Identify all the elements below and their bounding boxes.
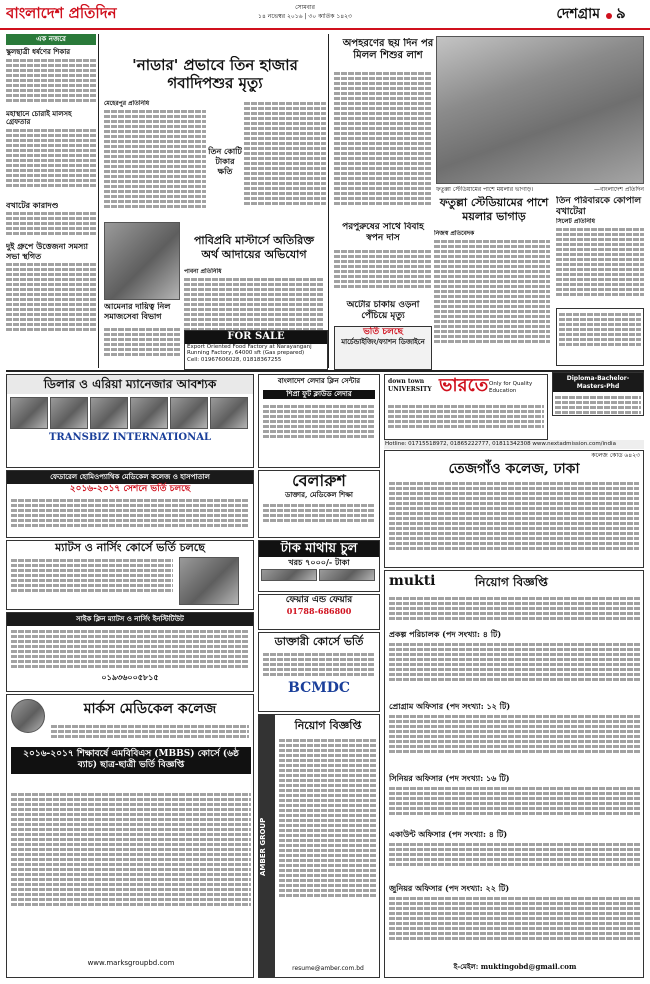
fatulla-body — [434, 238, 550, 358]
nadar-body-col2 — [244, 100, 326, 218]
matts-ad — [6, 540, 254, 610]
pabiprabi-headline: পাবিপ্রবি মাস্টার্সে অতিরিক্ত অর্থ আদায়ের অভিযোগ — [193, 234, 315, 261]
for-sale-line: Running Factory, 64000 sft (Gas prepared) — [187, 350, 305, 357]
job-title: জুনিয়র অফিসার (পদ সংখ্যা: ২২ টি) — [389, 883, 510, 893]
after-photo — [319, 569, 375, 581]
diploma-ad — [552, 372, 644, 416]
bharat-title: ভারতে — [439, 375, 489, 396]
for-sale-line: Cell: 01967606028, 01818367255 — [187, 357, 282, 364]
railway-headline: পরপুরুষের সাথে বিবাহ স্বপন দাস — [342, 222, 424, 244]
story-body — [6, 57, 96, 107]
product-image — [130, 397, 168, 429]
story-headline: মহাস্থানে চোরাই মালসহ গ্রেফতার — [6, 108, 72, 127]
fair-title: ফেয়ার এন্ড ফেয়ার — [285, 595, 353, 605]
story-headline: স্কুলছাত্রী ধর্ষণের শিকার — [6, 46, 71, 56]
nadar-headline: 'নাডার' প্রভাবে তিন হাজার গবাদিপশুর মৃত্যু — [132, 56, 298, 92]
page-number: ৯ — [616, 4, 626, 22]
diploma-title: Diploma-Bachelor-Masters-Phd — [553, 373, 643, 392]
fashion-admission-ad — [334, 326, 432, 370]
doctor-course-title: ডাক্তারী কোর্সে ভর্তি — [274, 635, 364, 648]
story-body — [6, 127, 96, 197]
mukti-title: নিয়োগ বিজ্ঞপ্তি — [475, 575, 548, 589]
amber-email[interactable]: resume@amber.com.bd — [292, 965, 364, 972]
amena-body — [104, 326, 180, 368]
pabiprabi-byline: পাবনা প্রতিনিধি — [184, 268, 222, 275]
story-headline: বখাটের কারাদণ্ড — [6, 200, 59, 210]
hair-title: টাক মাথায় চুল — [259, 541, 379, 557]
college-code: কলেজ কোড ৬৪২৩ — [591, 452, 640, 459]
marks-sub: ২০১৬-২০১৭ শিক্ষাবর্ষে এমবিবিএস (MBBS) কোর্সে (৬ষ্ঠ ব্যাচ) ছাত্র-ছাত্রী ভর্তি বিজ্ঞপ্তি — [11, 747, 251, 774]
fair-phone: 01788-686800 — [286, 606, 352, 617]
marks-website[interactable]: www.marksgroupbd.com — [87, 959, 175, 967]
fair-ad — [258, 594, 380, 630]
leather-title: বাংলাদেশ লেদার ক্লিন সেন্টার — [277, 376, 361, 385]
marks-medical-ad — [6, 694, 254, 978]
column-divider — [328, 34, 329, 368]
ek-nojore-column — [6, 34, 96, 368]
simt-title: সাইক ক্লিন ম্যাটস ও নার্সিং ইনস্টিটিউট — [7, 613, 253, 626]
column-divider — [98, 34, 99, 368]
job-title: সিনিয়র অফিসার (পদ সংখ্যা: ১৬ টি) — [389, 773, 510, 783]
mukti-job-ad — [384, 570, 644, 978]
issue-day: সোমবার — [295, 4, 315, 11]
leather-ad — [258, 374, 380, 468]
story-body — [6, 210, 96, 238]
railway-body — [334, 248, 432, 298]
ads-top-rule — [6, 370, 644, 372]
dealer-ad-title: ডিলার ও এরিয়া ম্যানেজার আবশ্যক — [7, 375, 253, 394]
simt-ad — [6, 612, 254, 692]
photo-credit: —বাংলাদেশ প্রতিদিন — [593, 186, 644, 193]
balerush-ad — [258, 470, 380, 538]
fatulla-byline: নিজস্ব প্রতিবেদক — [434, 230, 475, 237]
nadar-byline: মেহেরপুর প্রতিনিধি — [104, 100, 150, 107]
for-sale-line: Export Oriented Food Factory at Narayanganj — [187, 343, 312, 350]
marks-logo — [11, 699, 45, 733]
transbiz-logo: TRANSBIZ INTERNATIONAL — [48, 432, 212, 443]
balerush-title: বেলারুশ — [292, 471, 346, 490]
for-sale-title: FOR SALE — [185, 331, 327, 344]
amber-brand: AMBER GROUP — [259, 715, 275, 978]
fashion-ad-title: মার্চেন্ডাইজিং/ফ্যাশন ডিজাইনে — [341, 337, 425, 347]
job-title: একাউন্ট অফিসার (পদ সংখ্যা: ৪ টি) — [389, 829, 508, 839]
job-title: প্রকল্প পরিচালক (পদ সংখ্যা: ৪ টি) — [389, 629, 502, 639]
nadar-pull-quote: তিন কোটি টাকার ক্ষতি — [208, 146, 242, 176]
khagrachari-byline: সিলেট প্রতিনিধি — [556, 218, 595, 225]
khagrachari-body — [556, 226, 644, 308]
for-sale-ad — [184, 330, 328, 370]
bharat-sub: Only for Quality Education — [489, 381, 533, 394]
product-image — [50, 397, 88, 429]
balerush-sub: ডাক্তার, মেডিকেল শিক্ষা — [285, 490, 353, 499]
matts-title: ম্যাটস ও নার্সিং কোর্সে ভর্তি চলছে — [55, 541, 205, 554]
mukti-email: ই-মেইল: muktingobd@gmail.com — [453, 963, 577, 971]
fashion-ad-sub: ভর্তি চলছে — [363, 327, 403, 337]
before-photo — [261, 569, 317, 581]
nadar-body-col1 — [104, 108, 206, 218]
section-title: দেশগ্রাম — [556, 6, 600, 22]
homeopathy-ad — [6, 470, 254, 538]
small-ad-box — [556, 308, 644, 366]
tejgaon-ad — [384, 450, 644, 568]
doctor-photo — [179, 557, 239, 605]
product-image — [90, 397, 128, 429]
doctor-course-ad — [258, 632, 380, 712]
tejgaon-title: তেজগাঁও কলেজ, ঢাকা — [448, 460, 580, 477]
mukti-logo: mukti — [389, 573, 436, 589]
product-image — [170, 397, 208, 429]
photo-caption: ফতুল্লা স্টেডিয়ামের পাশে ময়লার ভাগাড়। — [436, 186, 534, 193]
leather-sub: শিপ্রা ফুট ক্লাউড লেদার — [263, 390, 375, 399]
fatulla-headline: ফতুল্লা স্টেডিয়ামের পাশে ময়লার ভাগাড় — [439, 196, 549, 223]
dealer-ad — [6, 374, 254, 468]
newspaper-logo: বাংলাদেশ প্রতিদিন — [6, 4, 117, 22]
homeopathy-title: ফেডারেল হোমিওপ্যাথিক মেডিকেল কলেজ ও হাসপাতাল — [7, 471, 253, 484]
hair-price: খরচ ৭০০০/- টাকা — [288, 557, 350, 568]
ek-nojore-label: এক নজরে — [6, 34, 96, 45]
story-headline: দুই গ্রুপে উত্তেজনা সমস্যা সভা স্থগিত — [6, 241, 88, 261]
amena-headline: আমেনার দায়িত্ব নিল সমাজসেবা বিভাগ — [104, 302, 171, 321]
amena-photo — [104, 222, 180, 300]
ojon-headline: অটোর চাকায় ওড়না পেঁচিয়ে মৃত্যু — [346, 300, 420, 322]
marks-title: মার্কস মেডিকেল কলেজ — [83, 701, 217, 717]
khagrachari-headline: তিন পরিবারকে কোপাল বখাটেরা — [556, 196, 642, 218]
orchestra-headline: অপহরণের ছয় দিন পর মিলল শিশুর লাশ — [342, 38, 434, 61]
product-image — [10, 397, 48, 429]
product-image — [210, 397, 248, 429]
page-dot — [606, 13, 612, 19]
orchestra-body — [334, 70, 432, 220]
hair-ad — [258, 540, 380, 592]
amber-title: নিয়োগ বিজ্ঞপ্তি — [294, 719, 362, 732]
downtown-brand: down town UNIVERSITY — [388, 378, 432, 393]
job-title: প্রোগ্রাম অফিসার (পদ সংখ্যা: ১২ টি) — [389, 701, 511, 711]
story-body — [6, 261, 96, 341]
bharat-admission-ad — [384, 374, 548, 440]
homeopathy-sub: ২০১৬-২০১৭ সেশনে ভর্তি চলছে — [69, 483, 191, 494]
amber-job-ad — [258, 714, 380, 978]
issue-date: ১৪ নভেম্বর ২০১৬ | ৩০ কার্তিক ১৪২৩ — [258, 13, 352, 20]
bharat-hotline: Hotline: 01715518972, 01865222777, 01811342308 www.nextadmission.com/india — [384, 440, 644, 449]
masthead — [0, 0, 650, 30]
bcmdc-logo: BCMDC — [287, 679, 350, 696]
garbage-photo — [436, 36, 644, 184]
simt-phone: ০১৯৩৬০০৫৮১৫ — [101, 671, 159, 682]
